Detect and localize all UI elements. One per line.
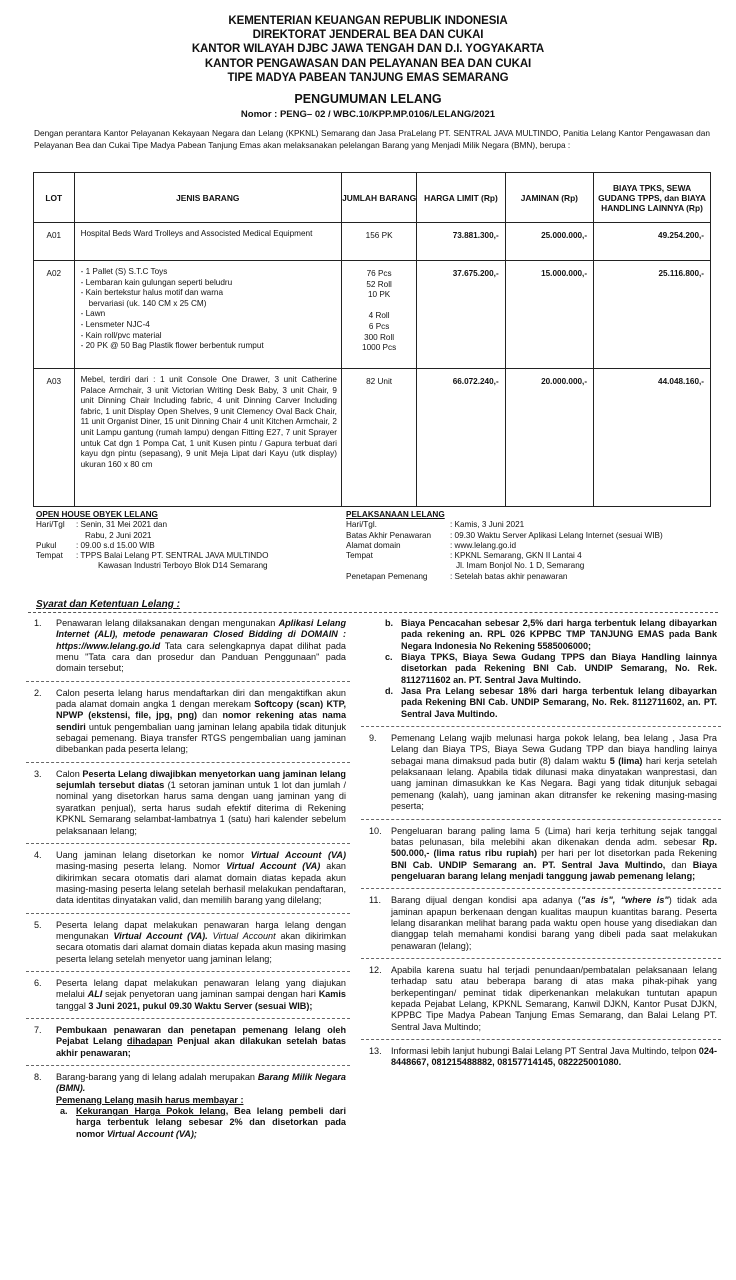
jenis-line: - Kain roll/pvc material [80,330,162,340]
text: Virtual Account (VA) [226,861,321,872]
divider [361,1039,721,1040]
list-item [365,733,717,812]
jumlah-line: 52 Roll [366,279,392,289]
text: 3 Juni 2021, pukul 09.30 Waktu Server (sesuai WIB); [88,1000,313,1011]
jumlah-line [342,301,416,312]
sub-item-letter: a. [60,1106,68,1117]
item-number: 7. [34,1024,42,1035]
jenis-cell: Hospital Beds Ward Trolleys and Associsted Medical Equipment [74,223,341,261]
list-item [30,1025,346,1059]
jumlah-cell [341,261,416,369]
biaya-cell: 44.048.160,- [594,369,711,507]
lot-cell: A03 [34,369,75,507]
jenis-cell: Mebel, terdiri dari : 1 unit Console One Drawer, 3 unit Catherine Palace Armchair, 3 unit Victorian Writing Desk Baby, 3 unit Chair, 9 unit Dinning Chair Including fabric, 4 unit Dinning Carver Including fabric, 1 unit Display Open Shelves, 9 unit Clemency Oval Back Chair, 11 unit Organist Diner, 15 unit Dinning Chair 4 unit Kitchen Armchair, 2 unit Lampu gantung (rumah lampu) dengan Fitting E27, 7 unit Sprayer untuk Cat dgn 1 Pompa Cat, 1 unit Kusen pintu / Gapura terbuat dari kayu dgn pintu (sepasang), 9 unit Meja Lipat dari Kayu (utk display) ukuran 160 x 80 cm [74,369,341,507]
divider [26,762,350,763]
letterhead [0,14,736,85]
jumlah-line: 1000 Pcs [362,343,397,353]
list-item [365,895,717,952]
divider [26,681,350,682]
item-number: 6. [34,977,42,988]
divider [26,843,350,844]
text: dihadapan [127,1036,173,1047]
label: Tempat [346,551,373,561]
text: dan [197,710,223,721]
value: : Kamis, 3 Juni 2021 [450,520,525,530]
col-header-jenis: JENIS BARANG [74,173,341,223]
text: Peserta lelang dapat melakukan penawaran harga lelang dengan mengunakan [56,919,346,941]
text: masing-masing peserta lelang. Nomor [56,861,227,872]
jenis-line: - Lensmeter NJC-4 [80,319,150,329]
text: Virtual Account [207,930,276,941]
text: 024-8448667, 081215488882, 08157714145, 082225001080. [391,1046,717,1068]
text: hari kerja setelah pelaksanaan lelang. Apabila tidak dilunasi maka dinyatakan wanprestasi, dan uang jaminan dimasukkan ke Kas Negara. Bagi yang tidak ditunjuk sebagai pemenang (kalah), uang jaminan akan ditransfer ke rekening masing-masing peserta; [391,755,718,812]
text: dan [665,859,693,870]
value: : TPPS Balai Lelang PT. SENTRAL JAVA MULTINDO [76,551,269,561]
divider [361,888,721,889]
text: Biaya TPKS, Biaya Sewa Gudang TPPS dan Biaya Handling lainnya disetorkan pada Rekening BNI Cab. UNDIP Semarang, No. Rek. 8112711602 an. PT. Sentral Java Multindo. [401,652,717,685]
value: Kawasan Industri Terboyo Blok D14 Semarang [98,561,268,571]
syarat-title: Syarat dan Ketentuan Lelang : [36,599,180,610]
col-header-jumlah: JUMLAH BARANG [341,173,416,223]
label: Pukul [36,540,57,550]
divider [28,612,718,613]
list-item [30,688,346,756]
text: Softcopy (scan) KTP, NPWP (ekstensi, file, jpg, png) [56,699,346,721]
list-item [30,920,346,965]
label: Batas Akhir Penawaran [346,530,432,540]
sub-item [56,1106,346,1140]
text: Biaya pengeluaran barang lelang menjadi tanggung jawab pemenang lelang; [391,859,718,881]
text: Calon peserta lelang harus mendaftarkan diri dan mengaktifkan akun pada alamat domain angka 1 dengan merekam [56,687,346,710]
divider [26,913,350,914]
item-number: 10. [369,825,382,836]
biaya-cell: 49.254.200,- [594,223,711,261]
value: Rabu, 2 Juni 2021 [85,530,152,540]
value: : 09.00 s.d 15.00 WIB [76,540,155,550]
label: Hari/Tgl [36,520,65,530]
harga-cell: 37.675.200,- [417,261,505,369]
label: Penetapan Pemenang [346,571,428,581]
item-number: 3. [34,768,42,779]
sub-item-letter: b. [385,618,394,628]
text: Virtual Account (VA); [106,1128,197,1139]
text: Aplikasi Lelang Internet (ALI), metode penawaran Closed Bidding di DOMAIN : https://www.lelang.go.id [56,618,346,651]
text: BNI Cab. UNDIP Semarang an. PT. Sentral Java Multindo, [391,859,666,870]
text: Virtual Account (VA). [113,930,208,941]
item-number: 11. [369,895,381,906]
text: Calon [56,768,83,779]
header-line: TIPE MADYA PABEAN TANJUNG EMAS SEMARANG [227,71,509,84]
value: Jl. Imam Bonjol No. 1 D, Semarang [456,561,585,571]
text: Apabila karena suatu hal terjadi penundaan/pembatalan pelaksanaan lelang terhadap satu atau beberapa barang di atas maka pihak-pihak yang berkepentingan/ peminat tidak diperkenankan melakukan tuntutan apapun kepada Pejabat Lelang, KPKNL Semarang, Kanwil DJKN, Kantor Pusat DJKN, KPPBC Tipe Madya Pabean Tanjung Emas Semarang, dan Balai Lelang PT. Sentral Java Multindo; [391,964,717,1032]
divider [361,726,721,727]
terms-left-column [30,618,346,1140]
intro-paragraph: Dengan perantara Kantor Pelayanan Kekayaan Negara dan Lelang (KPKNL) Semarang dan Jasa PraLelang PT. SENTRAL JAVA MULTINDO, Panitia Lelang Kantor Pengawasan dan Pelayanan Bea dan Cukai Tipe Madya Pabean Tanjung Emas akan melaksanakan pelelangan Barang yang Menjadi Milik Negara (BMN), berupa : [34,128,710,150]
value: : KPKNL Semarang, GKN II Lantai 4 [450,551,582,561]
jumlah-line: 10 PK [367,290,391,300]
jumlah-line: 6 Pcs [368,321,390,331]
text: ALI [87,989,103,1000]
item-number: 4. [34,849,42,860]
text: Informasi lebih lanjut hubungi Balai Lelang PT Sentral Java Multindo, telpon [391,1046,699,1056]
text: Peserta Lelang diwajibkan menyetorkan uang jaminan lelang sejumlah tersebut diatas [56,768,346,791]
item-number: 1. [34,618,42,628]
text: Barang-barang yang di lelang adalah merupakan [56,1072,258,1082]
harga-cell: 73.881.300,- [417,223,505,261]
item-number: 13. [369,1046,382,1056]
table-row [34,261,711,369]
list-item [30,978,346,1012]
col-header-biaya: BIAYA TPKS, SEWA GUDANG TPPS, dan BIAYA HANDLING LAINNYA (Rp) [594,173,711,223]
divider [26,1018,350,1019]
list-item [30,850,346,907]
harga-cell: 66.072.240,- [417,369,505,507]
text: Penawaran lelang dilaksanakan dengan mengunakan [56,618,279,628]
jumlah-line: 4 Roll [368,311,390,321]
table-row [34,223,711,261]
sub-item-letter: d. [385,686,394,697]
list-item [30,769,346,837]
pelaksanaan-section [346,510,726,582]
jenis-line: - Kain bertekstur halus motif dan warna [80,288,224,298]
jaminan-cell: 20.000.000,- [505,369,593,507]
text: Pembukaan penawaran dan penetapan pemenang lelang oleh Pejabat Lelang [56,1024,346,1047]
text: nomor rekening atas nama sendiri [56,710,347,732]
jenis-line: - 20 PK @ 50 Bag Plastik flower berbentuk rumput [80,341,264,351]
jumlah-cell: 82 Unit [341,369,416,507]
sub-item [365,652,717,686]
label: Alamat domain [346,540,401,550]
list-item [365,965,717,1033]
text: , Bea lelang pembeli dari harga terbentuk lelang sebesar 2% dan disetorkan pada nomor [76,1106,346,1139]
text: Barang Milik Negara (BMN). [56,1072,346,1094]
col-header-lot: LOT [34,173,75,223]
col-header-jaminan: JAMINAN (Rp) [505,173,593,223]
value: : Senin, 31 Mei 2021 dan [76,520,168,530]
text: sejak penyetoran uang jaminan sampai dengan hari [102,989,319,1000]
divider [26,971,350,972]
table-row [34,369,711,507]
jumlah-line: 76 Pcs [366,269,392,278]
divider [361,958,721,959]
sub-item [365,618,717,652]
label: Tempat [36,551,63,561]
jenis-cell [74,261,341,369]
list-item [365,826,717,883]
announcement-title: PENGUMUMAN LELANG [294,92,442,106]
divider [361,819,721,820]
item-number: 9. [369,733,377,744]
text: Uang jaminan lelang disetorkan ke nomor [56,849,251,860]
jumlah-cell: 156 PK [341,223,416,261]
pelaksanaan-title: PELAKSANAAN LELANG [346,510,445,519]
open-house-title: OPEN HOUSE OBYEK LELANG [36,510,158,519]
terms-right-column [365,618,717,1069]
value: : www.lelang.go.id [450,540,516,550]
jenis-line: - 1 Pallet (S) S.T.C Toys [80,267,168,276]
text: Kamis [318,989,346,1000]
text: Pengeluaran barang paling lama 5 (Lima) hari kerja terhitung sejak tanggal batas pelunasan, bila melebihi akan dikenakan denda adm. sebesar [391,825,717,847]
announcement-number: Nomor : PENG– 02 / WBC.10/KPP.MP.0106/LELANG/2021 [240,109,496,120]
lot-cell: A01 [34,223,75,261]
lot-cell: A02 [34,261,75,369]
sub-item [365,686,717,720]
header-line: DIREKTORAT JENDERAL BEA DAN CUKAI [252,29,484,42]
text: Peserta lelang dapat melakukan penawaran lelang yang diajukan melalui [56,977,346,1000]
text: akan dikirimkan secara otomatis dari alamat domain diatas kepada akun masing-masing peserta lelang setelah berhasil melakukan pendaftaran, data identitas dinyatakan valid, dan memilih barang yang dilelang; [56,861,346,906]
biaya-cell: 25.116.800,- [594,261,711,369]
header-line: KANTOR WILAYAH DJBC JAWA TENGAH DAN D.I. YOGYAKARTA [191,43,545,56]
text: Tata cara selengkapnya dapat dilihat pada menu "Tata cara dan prosedur dan Panduan Penggunaan" pada domain tersebut; [56,640,346,674]
item-number: 8. [34,1072,42,1082]
value: : Setelah batas akhir penawaran [450,571,568,581]
text: Kekurangan Harga Pokok lelang [76,1106,226,1117]
label: Hari/Tgl. [346,520,377,530]
text: Jasa Pra Lelang sebesar 18% dari harga terbentuk lelang dibayarkan pada Rekening BNI Cab. UNDIP Semarang, No. Rek. 8112711602, an. PT. Sentral Java Multindo. [401,686,717,719]
item-number: 12. [369,964,382,975]
item-number: 2. [34,687,42,698]
text: per hari per lot disetorkan pada Rekening [537,848,717,859]
text: Virtual Account (VA) [250,849,346,860]
text: akan dikirimkan secara otomatis dari alamat domain diatas kepada akun masing masing peserta lelang setelah menyetor uang jaminan lelang; [56,930,346,964]
text: (1 setoran jaminan untuk 1 lot dan jumlah / nominal yang disetorkan harus sama dengan uang jaminan yang di syaratkan penjual), serta harus sudah efektif diterima di Rekening KPKNL Semarang selambat-lambatnya 1 (satu) hari kalender sebelum pelaksanaan lelang; [56,780,346,836]
open-house-section [36,510,336,572]
col-header-harga: HARGA LIMIT (Rp) [417,173,505,223]
text: "as is", "where is" [580,895,669,906]
jenis-line: - Lawn [80,309,106,319]
text: Barang dijual dengan kondisi apa adanya ( [391,895,581,906]
jaminan-cell: 25.000.000,- [505,223,593,261]
jenis-line: - Lembaran kain gulungan seperti beludru [80,277,233,287]
value: : 09.30 Waktu Server Aplikasi Lelang Internet (sesuai WIB) [450,530,663,540]
text: ) tidak ada jaminan apapun berkenaan dengan kualitas maupun kuantitas barang. Peserta lelang disarankan melihat barang pada waktu open house yang disediakan dan dianggap telah memahami kondisi barang yang dibeli pada saat melakukan penawaran (lelang); [391,895,718,951]
text: Penjual akan dilakukan setelah batas akhir penawaran; [56,1036,346,1058]
text: untuk pengembalian uang jaminan lelang apabila tidak ditunjuk sebagai pemenang. Biaya transfer RTGS pengembalian uang jaminan dibebankan pada peserta lelang; [56,721,346,755]
jaminan-cell: 15.000.000,- [505,261,593,369]
text: Pemenang Lelang wajib melunasi harga pokok lelang, bea lelang , Jasa Pra Lelang dan Biaya TPS, Biaya Sewa Gudang TPP dan biaya handling lainya sebagai mana dimaksud pada butir (8) dalam waktu [391,733,717,766]
list-item [365,1046,717,1069]
list-item [30,1072,346,1140]
jumlah-line: 300 Roll [364,332,395,342]
text: Biaya Pencacahan sebesar 2,5% dari harga terbentuk lelang dibayarkan pada rekening an. RPL 026 KPPBC TMP TANJUNG EMAS pada Bank Negara Indonesia No Rekening 5585006000; [401,618,717,651]
text: Pemenang Lelang masih harus membayar : [56,1094,244,1105]
lot-table [33,172,711,507]
item-number: 5. [34,919,42,930]
text: tanggal [56,1000,89,1011]
sub-item-letter: c. [385,652,393,663]
header-line: KEMENTERIAN KEUANGAN REPUBLIK INDONESIA [228,15,508,27]
list-item [30,618,346,675]
text: Rp. 500.000,- (lima ratus ribu rupiah) [391,836,717,859]
jenis-line: bervariasi (uk. 140 CM x 25 CM) [88,298,207,308]
text: 5 (lima) [609,755,643,766]
header-line: KANTOR PENGAWASAN DAN PELAYANAN BEA DAN CUKAI [204,57,532,70]
divider [26,1065,350,1066]
